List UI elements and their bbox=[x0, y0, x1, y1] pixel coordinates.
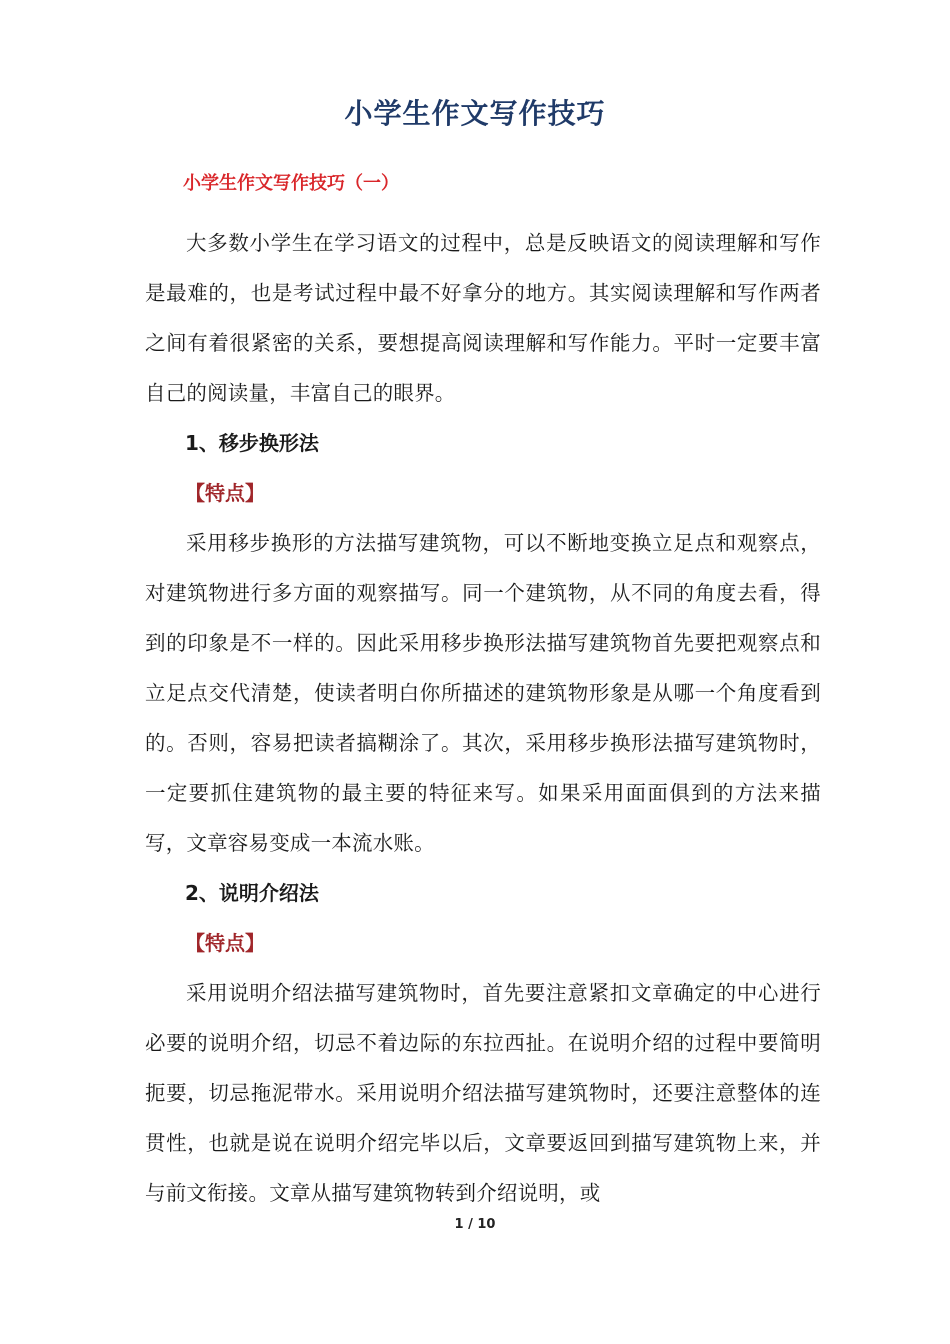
section-title: 小学生作文写作技巧（一） bbox=[183, 173, 399, 194]
document-body bbox=[145, 218, 821, 1218]
page-number: 1 / 10 bbox=[454, 1217, 496, 1232]
feature-tag: 【特点】 bbox=[185, 481, 265, 505]
method-paragraph: 采用移步换形的方法描写建筑物，可以不断地变换立足点和观察点，对建筑物进行多方面的观察描写。同一个建筑物，从不同的角度去看，得到的印象是不一样的。因此采用移步换形法描写建筑物首先要把观察点和立足点交代清楚，使读者明白你所描述的建筑物形象是从哪一个角度看到的。否则，容易把读者搞糊涂了。其次，采用移步换形法描写建筑物时，一定要抓住建筑物的最主要的特征来写。如果采用面面俱到的方法来描写，文章容易变成一本流水账。 bbox=[145, 531, 821, 855]
method-paragraph: 采用说明介绍法描写建筑物时，首先要注意紧扣文章确定的中心进行必要的说明介绍，切忌不着边际的东拉西扯。在说明介绍的过程中要简明扼要，切忌拖泥带水。采用说明介绍法描写建筑物时，还要注意整体的连贯性，也就是说在说明介绍完毕以后，文章要返回到描写建筑物上来，并与前文衔接。文章从描写建筑物转到介绍说明，或 bbox=[145, 981, 821, 1205]
feature-tag: 【特点】 bbox=[185, 931, 265, 955]
method-heading: 2、说明介绍法 bbox=[185, 881, 319, 905]
method-heading: 1、移步换形法 bbox=[185, 431, 319, 455]
intro-paragraph: 大多数小学生在学习语文的过程中，总是反映语文的阅读理解和写作是最难的，也是考试过程中最不好拿分的地方。其实阅读理解和写作两者之间有着很紧密的关系，要想提高阅读理解和写作能力。平时一定要丰富自己的阅读量，丰富自己的眼界。 bbox=[145, 231, 821, 405]
document-title: 小学生作文写作技巧 bbox=[344, 97, 606, 130]
